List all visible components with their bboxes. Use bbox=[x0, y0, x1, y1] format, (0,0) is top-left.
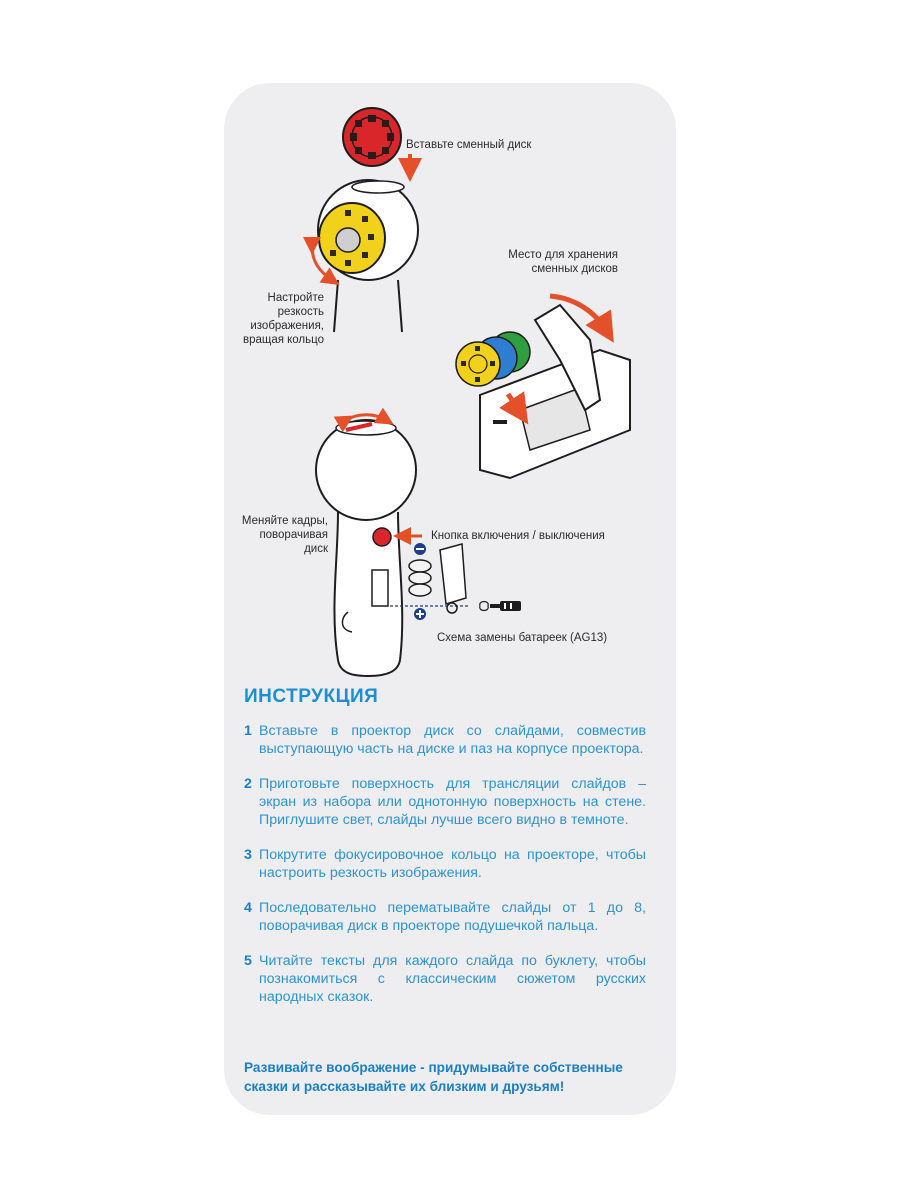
step-number: 4 bbox=[244, 900, 252, 916]
red-slide-disc-icon bbox=[343, 108, 401, 166]
label-power-button: Кнопка включения / выключения bbox=[431, 530, 605, 542]
instruction-step bbox=[244, 952, 646, 1006]
projector-full-view bbox=[316, 420, 416, 676]
step-number: 1 bbox=[244, 723, 252, 739]
step-text: Читайте тексты для каждого слайда по буклету, чтобы познакомиться с классическим сюжетом русских народных сказок. bbox=[259, 953, 646, 1005]
step-number: 2 bbox=[244, 776, 252, 792]
instruction-step bbox=[244, 775, 646, 829]
projector-top-view bbox=[318, 180, 418, 332]
step-text: Последовательно перематывайте слайды от 1 до 8, поворачивая диск в проекторе подушечкой пальца. bbox=[259, 900, 646, 934]
screwdriver-icon bbox=[480, 601, 521, 611]
step-number: 3 bbox=[244, 847, 252, 863]
label-battery-scheme: Схема замены батареек (AG13) bbox=[437, 632, 608, 644]
step-number: 5 bbox=[244, 953, 252, 969]
instruction-step bbox=[244, 846, 646, 882]
instruction-step bbox=[244, 899, 646, 935]
instructions-list bbox=[244, 722, 646, 1023]
label-change-frames: Меняйте кадры, поворачивая диск bbox=[241, 515, 328, 555]
stacked-discs-icon bbox=[456, 332, 530, 386]
label-insert-disc: Вставьте сменный диск bbox=[406, 139, 532, 151]
footer-slogan: Развивайте воображение - придумывайте собственные сказки и рассказывайте их близким и друзьям! bbox=[244, 1060, 623, 1094]
label-focus: Настройте резкость изображения, вращая кольцо bbox=[242, 292, 324, 346]
instruction-step bbox=[244, 722, 646, 758]
disc-storage-compartment bbox=[480, 305, 630, 478]
label-storage: Место для хранения сменных дисков bbox=[508, 249, 618, 275]
step-text: Покрутите фокусировочное кольцо на проекторе, чтобы настроить резкость изображения. bbox=[259, 847, 646, 881]
step-text: Вставьте в проектор диск со слайдами, совместив выступающую часть на диске и паз на корпусе проектора. bbox=[259, 723, 646, 757]
step-text: Приготовьте поверхность для трансляции слайдов – экран из набора или однотонную поверхность на стене. Приглушите свет, слайды лучше всего видно в темноте. bbox=[259, 776, 646, 828]
instructions-title: ИНСТРУКЦИЯ bbox=[244, 686, 379, 707]
